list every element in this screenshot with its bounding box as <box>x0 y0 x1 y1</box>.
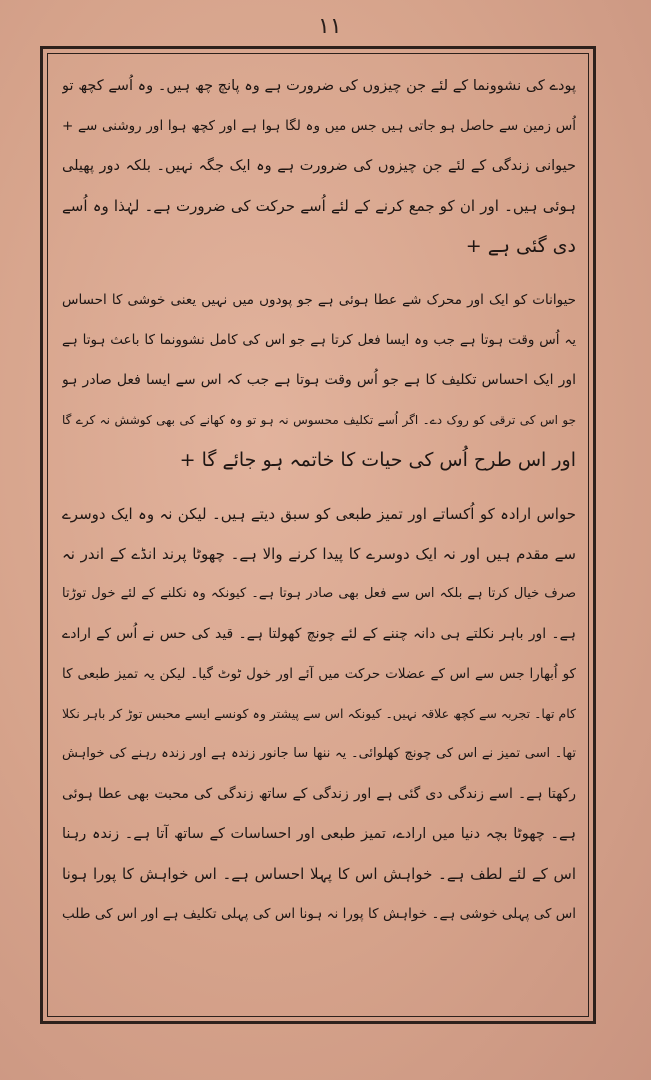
text-line: اس کی پہلی خوشی ہے۔ خواہش کا پورا نہ ہونا اس کی پہلی تکلیف ہے اور اس کی طلب <box>62 906 576 922</box>
text-line: دی گئی ہے + <box>465 235 576 257</box>
text-line: اور اس طرح اُس کی حیات کا خاتمہ ہو جائے گا + <box>179 449 576 471</box>
text-line: سے مقدم ہیں اور نہ ایک دوسرے کا پیدا کرنے والا ہے۔ چھوٹا پرند انڈے کے اندر نہ <box>62 545 576 563</box>
text-line: اُس زمین سے حاصل ہو جاتی ہیں جس میں وہ لگا ہوا ہے اور کچھ ہوا اور روشنی سے + <box>62 118 576 134</box>
page-body <box>62 66 576 1010</box>
text-line: پودے کی نشوونما کے لئے جن چیزوں کی ضرورت ہے وہ پانچ چھ ہیں۔ وہ اُسے کچھ تو <box>62 78 576 94</box>
text-line: ہے۔ چھوٹا بچہ دنیا میں ارادے، تمیز طبعی اور احساسات کے ساتھ آتا ہے۔ زندہ رہنا <box>62 826 576 842</box>
text-line: صرف خیال کرتا ہے بلکہ اس سے فعل بھی صادر ہوتا ہے۔ کیونکہ وہ نکلنے کے لئے خول توڑتا <box>62 586 576 601</box>
text-line: اس کے لئے لطف ہے۔ خواہش اس کا پہلا احساس ہے۔ اس خواہش کا پورا ہونا <box>62 865 576 883</box>
text-line: کام تھا۔ تجربہ سے کچھ علاقہ نہیں۔ کیونکہ اس سے پیشتر وہ کونسے ایسے محبس توڑ کر باہر نکلا <box>62 706 576 721</box>
text-line: کو اُبھارا جس سے اس کے عضلات حرکت میں آئے اور خول ٹوٹ گیا۔ لیکن یہ تمیز طبعی کا <box>62 666 576 682</box>
text-line: جو اس کی ترقی کو روک دے۔ اگر اُسے تکلیف محسوس نہ ہو تو وہ کھانے کی بھی کوشش نہ کرے گا <box>62 413 576 427</box>
text-line: رکھتا ہے۔ اسے زندگی دی گئی ہے اور زندگی کے ساتھ زندگی کی محبت بھی عطا ہوئی <box>62 786 576 802</box>
text-line: حیوانی زندگی کے لئے جن چیزوں کی ضرورت ہے وہ ایک جگہ نہیں۔ بلکہ دور پھیلی <box>62 158 576 174</box>
paragraph-1 <box>62 66 576 266</box>
paragraph-2 <box>62 280 576 480</box>
text-line: ہوئی ہیں۔ اور ان کو جمع کرنے کے لئے اُسے حرکت کی ضرورت ہے۔ لہٰذا وہ اُسے <box>62 197 576 215</box>
text-line: حواس ارادہ کو اُکساتے اور تمیز طبعی کو سبق دیتے ہیں۔ لیکن نہ وہ ایک دوسرے <box>62 505 576 523</box>
text-line: ہے۔ اور باہر نکلتے ہی دانہ چننے کے لئے چونچ کھولتا ہے۔ قید کی حس نے اُس کے ارادے <box>62 626 576 642</box>
text-line: حیوانات کو ایک اور محرک شے عطا ہوئی ہے جو پودوں میں نہیں یعنی خوشی کا احساس <box>62 292 576 308</box>
text-line: تھا۔ اسی تمیز نے اس کی چونچ کھلوائی۔ یہ ننھا سا جانور زندہ ہے اور زندہ رہنے کی خواہش <box>62 746 576 761</box>
paragraph-3 <box>62 494 576 934</box>
text-line: یہ اُس وقت ہوتا ہے جب وہ ایسا فعل کرتا ہے جو اس کی کامل نشوونما کا باعث ہوتا ہے <box>62 332 576 348</box>
page-number: ۱۱ <box>318 14 342 39</box>
text-line: اور ایک احساس تکلیف کا ہے جو اُس وقت ہوتا ہے جب کہ اس سے ایسا فعل صادر ہو <box>62 372 576 388</box>
